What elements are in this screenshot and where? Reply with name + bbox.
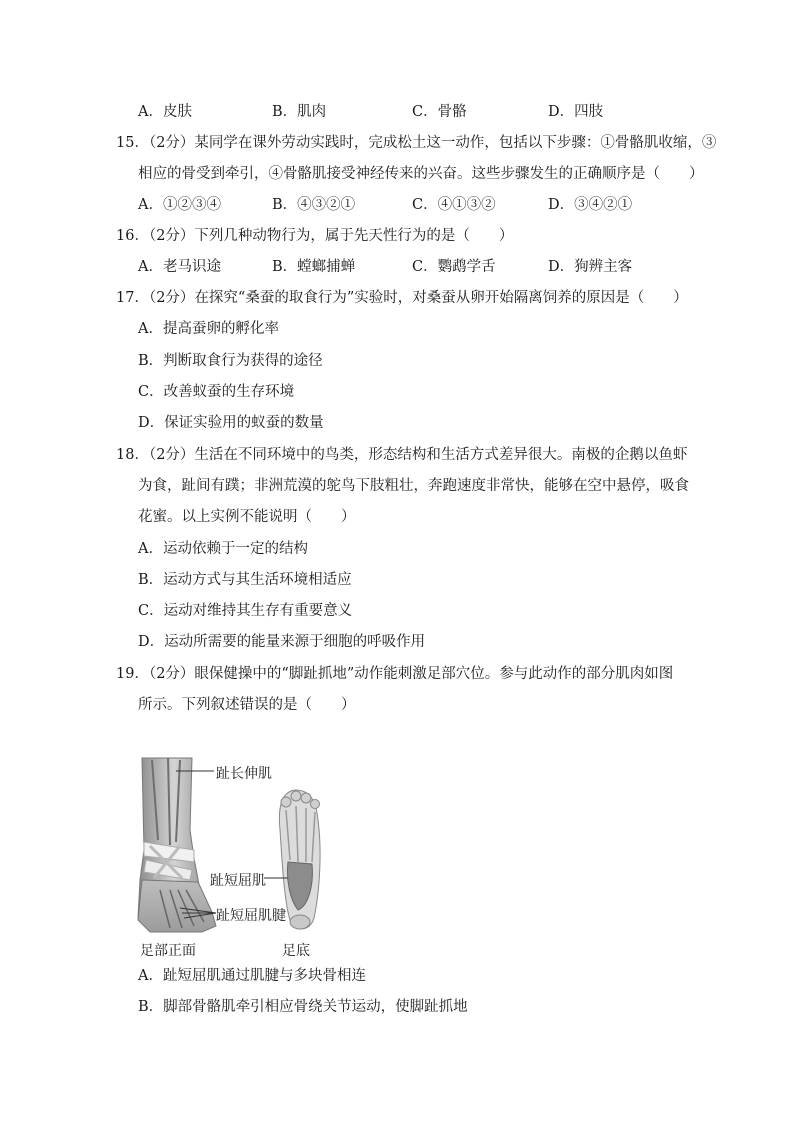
- q15-option-c[interactable]: C．④①③②: [412, 197, 496, 213]
- q15-stem-line2: 相应的骨受到牵引，④骨骼肌接受神经传来的兴奋。这些步骤发生的正确顺序是（ ）: [138, 166, 704, 182]
- q18-option-c[interactable]: C．运动对维持其生存有重要意义: [138, 603, 353, 619]
- q15-option-d[interactable]: D．③④②①: [548, 197, 633, 213]
- q14-option-c[interactable]: C．骨骼: [412, 104, 467, 120]
- q14-option-a[interactable]: A．皮肤: [138, 104, 192, 120]
- q17-option-d[interactable]: D．保证实验用的蚁蚕的数量: [138, 415, 324, 431]
- q14-option-d[interactable]: D．四肢: [548, 104, 604, 120]
- q17-option-b[interactable]: B．判断取食行为获得的途径: [138, 353, 323, 369]
- q16-stem: 16．（2分）下列几种动物行为，属于先天性行为的是（ ）: [116, 228, 514, 244]
- q15-option-b[interactable]: B．④③②①: [272, 197, 356, 213]
- q16-option-c[interactable]: C．鹦鹉学舌: [412, 259, 496, 275]
- q15-stem-line1: 15．（2分）某同学在课外劳动实践时，完成松土这一动作，包括以下步骤：①骨骼肌收缩，③: [116, 135, 717, 151]
- q16-option-d[interactable]: D．狗辨主客: [548, 259, 633, 275]
- caption-foot-sole: 足底: [282, 943, 310, 959]
- label-flexor-tendon: 趾短屈肌腱: [216, 908, 286, 924]
- q19-stem-line1: 19．（2分）眼保健操中的“脚趾抓地”动作能刺激足部穴位。参与此动作的部分肌肉如图: [116, 666, 674, 682]
- q18-option-a[interactable]: A．运动依赖于一定的结构: [138, 541, 308, 557]
- q16-option-a[interactable]: A．老马识途: [138, 259, 221, 275]
- q18-stem-line1: 18．（2分）生活在不同环境中的鸟类，形态结构和生活方式差异很大。南极的企鹅以鱼虾: [116, 447, 688, 463]
- label-extensor-digitorum-longus: 趾长伸肌: [216, 766, 272, 782]
- q14-options: [138, 102, 698, 122]
- q16-options: [138, 257, 698, 277]
- q14-option-b[interactable]: B．肌肉: [272, 104, 327, 120]
- q19-stem-line2: 所示。下列叙述错误的是（ ）: [138, 697, 356, 713]
- q15-option-a[interactable]: A．①②③④: [138, 197, 221, 213]
- q18-option-d[interactable]: D．运动所需要的能量来源于细胞的呼吸作用: [138, 634, 426, 650]
- q15-options: [138, 195, 698, 215]
- foot-muscle-figure: [120, 750, 420, 962]
- q19-option-a[interactable]: A．趾短屈肌通过肌腱与多块骨相连: [138, 968, 366, 984]
- q18-option-b[interactable]: B．运动方式与其生活环境相适应: [138, 572, 352, 588]
- label-flexor-digitorum-brevis: 趾短屈肌: [210, 873, 266, 889]
- q16-option-b[interactable]: B．螳螂捕蝉: [272, 259, 356, 275]
- q18-stem-line2: 为食，趾间有蹼；非洲荒漠的鸵鸟下肢粗壮，奔跑速度非常快，能够在空中悬停，吸食: [138, 478, 689, 494]
- q18-stem-line3: 花蜜。以上实例不能说明（ ）: [138, 509, 356, 525]
- q19-option-b[interactable]: B．脚部骨骼肌牵引相应骨绕关节运动，使脚趾抓地: [138, 999, 468, 1015]
- caption-foot-front: 足部正面: [140, 943, 196, 959]
- q17-stem: 17．（2分）在探究“桑蚕的取食行为”实验时，对桑蚕从卵开始隔离饲养的原因是（ ）: [116, 290, 688, 306]
- q17-option-a[interactable]: A．提高蚕卵的孵化率: [138, 321, 279, 337]
- q17-option-c[interactable]: C．改善蚁蚕的生存环境: [138, 384, 295, 400]
